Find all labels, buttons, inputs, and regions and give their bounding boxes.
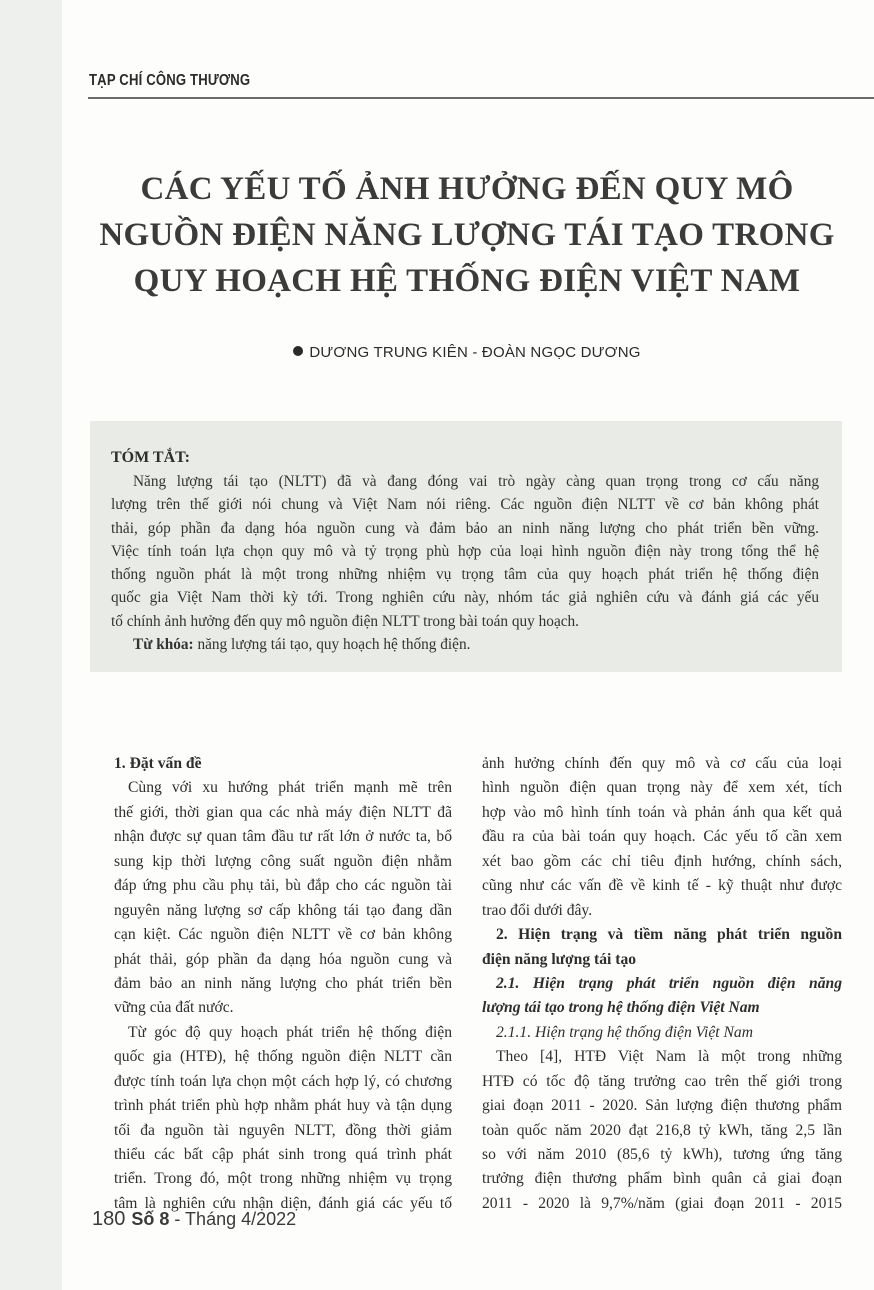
- subsection-heading: 2.1. Hiện trạng phát triển nguồn điện năng: [496, 974, 842, 992]
- left-column: [114, 752, 452, 1216]
- page-number: 180: [92, 1208, 126, 1230]
- section-heading: điện năng lượng tái tạo: [482, 950, 637, 968]
- body-line: so với năm 2010 (85,6 tỷ kWh), tương ứng tăng: [482, 1146, 842, 1163]
- title-line: QUY HOẠCH HỆ THỐNG ĐIỆN VIỆT NAM: [133, 263, 801, 299]
- body-line: nguyên năng lượng sơ cấp không tái tạo đang dần: [114, 901, 452, 919]
- abstract-line: Việc tính toán lựa chọn quy mô và tỷ trọng phù hợp của loại hình nguồn điện này trong tổng thể hệ: [111, 542, 819, 560]
- body-line: HTĐ có tốc độ tăng trưởng cao trên thế giới trong: [482, 1072, 842, 1090]
- page-edge-band: [0, 0, 62, 1290]
- body-line: toàn quốc năm 2020 đạt 216,8 tỷ kWh, tăng 2,5 lần: [482, 1121, 842, 1139]
- body-line: nhận được sự quan tâm đầu tư rất lớn ở nước ta, bổ: [114, 828, 452, 846]
- bullet-icon: [293, 346, 303, 356]
- subsubsection-heading: 2.1.1. Hiện trạng hệ thống điện Việt Nam: [496, 1023, 753, 1041]
- body-line: Từ góc độ quy hoạch phát triển hệ thống điện: [128, 1023, 452, 1041]
- abstract-box: [90, 421, 842, 672]
- body-line: đảm bảo an ninh năng lượng cho phát triển bền: [114, 974, 452, 992]
- body-line: thế giới, thời gian qua các nhà máy điện NLTT đã: [114, 803, 452, 821]
- body-line: Cùng với xu hướng phát triển mạnh mẽ trên: [128, 779, 452, 797]
- body-line: đầu ra của bài toán quy hoạch. Các yếu tố cần xem: [482, 828, 842, 846]
- body-line: sung kịp thời lượng công suất nguồn điện nhằm: [114, 852, 452, 870]
- body-line: vững của đất nước.: [114, 999, 234, 1017]
- body-line: 2011 - 2020 là 9,7%/năm (giai đoạn 2011 - 2015: [482, 1194, 842, 1212]
- page-footer: [92, 1208, 296, 1231]
- journal-name: TẠP CHÍ CÔNG THƯƠNG: [89, 72, 251, 89]
- body-line: cũng như các vấn đề về kinh tế - kỹ thuật như được: [482, 877, 842, 895]
- abstract-line: Năng lượng tái tạo (NLTT) đã và đang đóng vai trò ngày càng quan trọng trong cơ cấu năng: [133, 473, 819, 490]
- article-title: [60, 166, 874, 304]
- abstract-line: tố chính ảnh hưởng đến quy mô nguồn điện NLTT trong bài toán quy hoạch.: [111, 612, 579, 630]
- body-line: giai đoạn 2011 - 2020. Sản lượng điện thương phẩm: [482, 1097, 842, 1115]
- issue-number: Số 8: [131, 1209, 170, 1229]
- section-heading: 2. Hiện trạng và tiềm năng phát triển nguồn: [496, 926, 842, 944]
- authors: [60, 344, 874, 361]
- header-rule: [88, 97, 874, 99]
- section-heading: 1. Đặt vấn đề: [114, 755, 202, 772]
- subsection-heading: lượng tái tạo trong hệ thống điện Việt Nam: [482, 999, 760, 1017]
- body-line: được tính toán lựa chọn một cách hợp lý, có chương: [114, 1072, 452, 1090]
- body-line: hình nguồn điện quan trọng này để xem xét, tích: [482, 779, 842, 797]
- title-line: NGUỒN ĐIỆN NĂNG LƯỢNG TÁI TẠO TRONG: [99, 217, 835, 253]
- author-names: DƯƠNG TRUNG KIÊN - ĐOÀN NGỌC DƯƠNG: [309, 344, 641, 361]
- body-line: tâm là nghiên cứu nhận diện, đánh giá các yếu tố: [114, 1194, 452, 1212]
- keywords-text: năng lượng tái tạo, quy hoạch hệ thống điện.: [193, 636, 471, 654]
- body-line: tối đa nguồn tài nguyên NLTT, đồng thời giảm: [114, 1121, 452, 1139]
- issue-date: - Tháng 4/2022: [169, 1209, 297, 1229]
- abstract-line: thống nguồn phát là một trong những nhiệm vụ trọng tâm của quy hoạch phát triển hệ thống điện: [111, 566, 819, 584]
- body-line: hợp vào mô hình tính toán và phản ánh qua kết quả: [482, 803, 842, 821]
- body-line: trao đổi dưới đây.: [482, 901, 593, 919]
- body-line: ảnh hưởng chính đến quy mô và cơ cấu của loại: [482, 755, 842, 772]
- right-column: [482, 752, 842, 1216]
- body-line: triển. Trong đó, một trong những nhiệm vụ trọng: [114, 1170, 452, 1188]
- abstract-line: quốc gia Việt Nam thời kỳ tới. Trong nghiên cứu này, nhóm tác giả nghiên cứu và đánh giá các yếu: [111, 589, 819, 607]
- body-line: đáp ứng phu cầu phụ tải, bù đắp cho các nguồn tài: [114, 877, 452, 895]
- body-line: quốc gia (HTĐ), hệ thống nguồn điện NLTT cần: [114, 1048, 452, 1066]
- abstract-line: thải, góp phần đa dạng hóa nguồn cung và đảm bảo an ninh năng lượng cho phát triển bền vững.: [111, 519, 819, 537]
- body-line: Theo [4], HTĐ Việt Nam là một trong những: [496, 1048, 842, 1066]
- body-line: xét bao gồm các chỉ tiêu định hướng, chính sách,: [482, 852, 842, 870]
- body-line: thiểu các bất cập phát sinh trong quá trình phát: [114, 1146, 452, 1163]
- body-line: trưởng điện thương phẩm bình quân cả giai đoạn: [482, 1170, 842, 1188]
- body-line: phát thải, góp phần đa dạng hóa nguồn cung và: [114, 950, 452, 968]
- abstract-heading: TÓM TẮT:: [111, 449, 190, 466]
- keywords-label: Từ khóa:: [133, 636, 194, 654]
- abstract-line: lượng trên thế giới nói chung và Việt Nam nói riêng. Các nguồn điện NLTT về cơ bản không phát: [111, 496, 819, 514]
- title-line: CÁC YẾU TỐ ẢNH HƯỞNG ĐẾN QUY MÔ: [140, 171, 794, 207]
- keywords: [111, 633, 819, 656]
- body-line: trình phát triển phù hợp nhằm phát huy và tận dụng: [114, 1097, 452, 1115]
- body-line: cạn kiệt. Các nguồn điện NLTT về cơ bản không: [114, 926, 452, 944]
